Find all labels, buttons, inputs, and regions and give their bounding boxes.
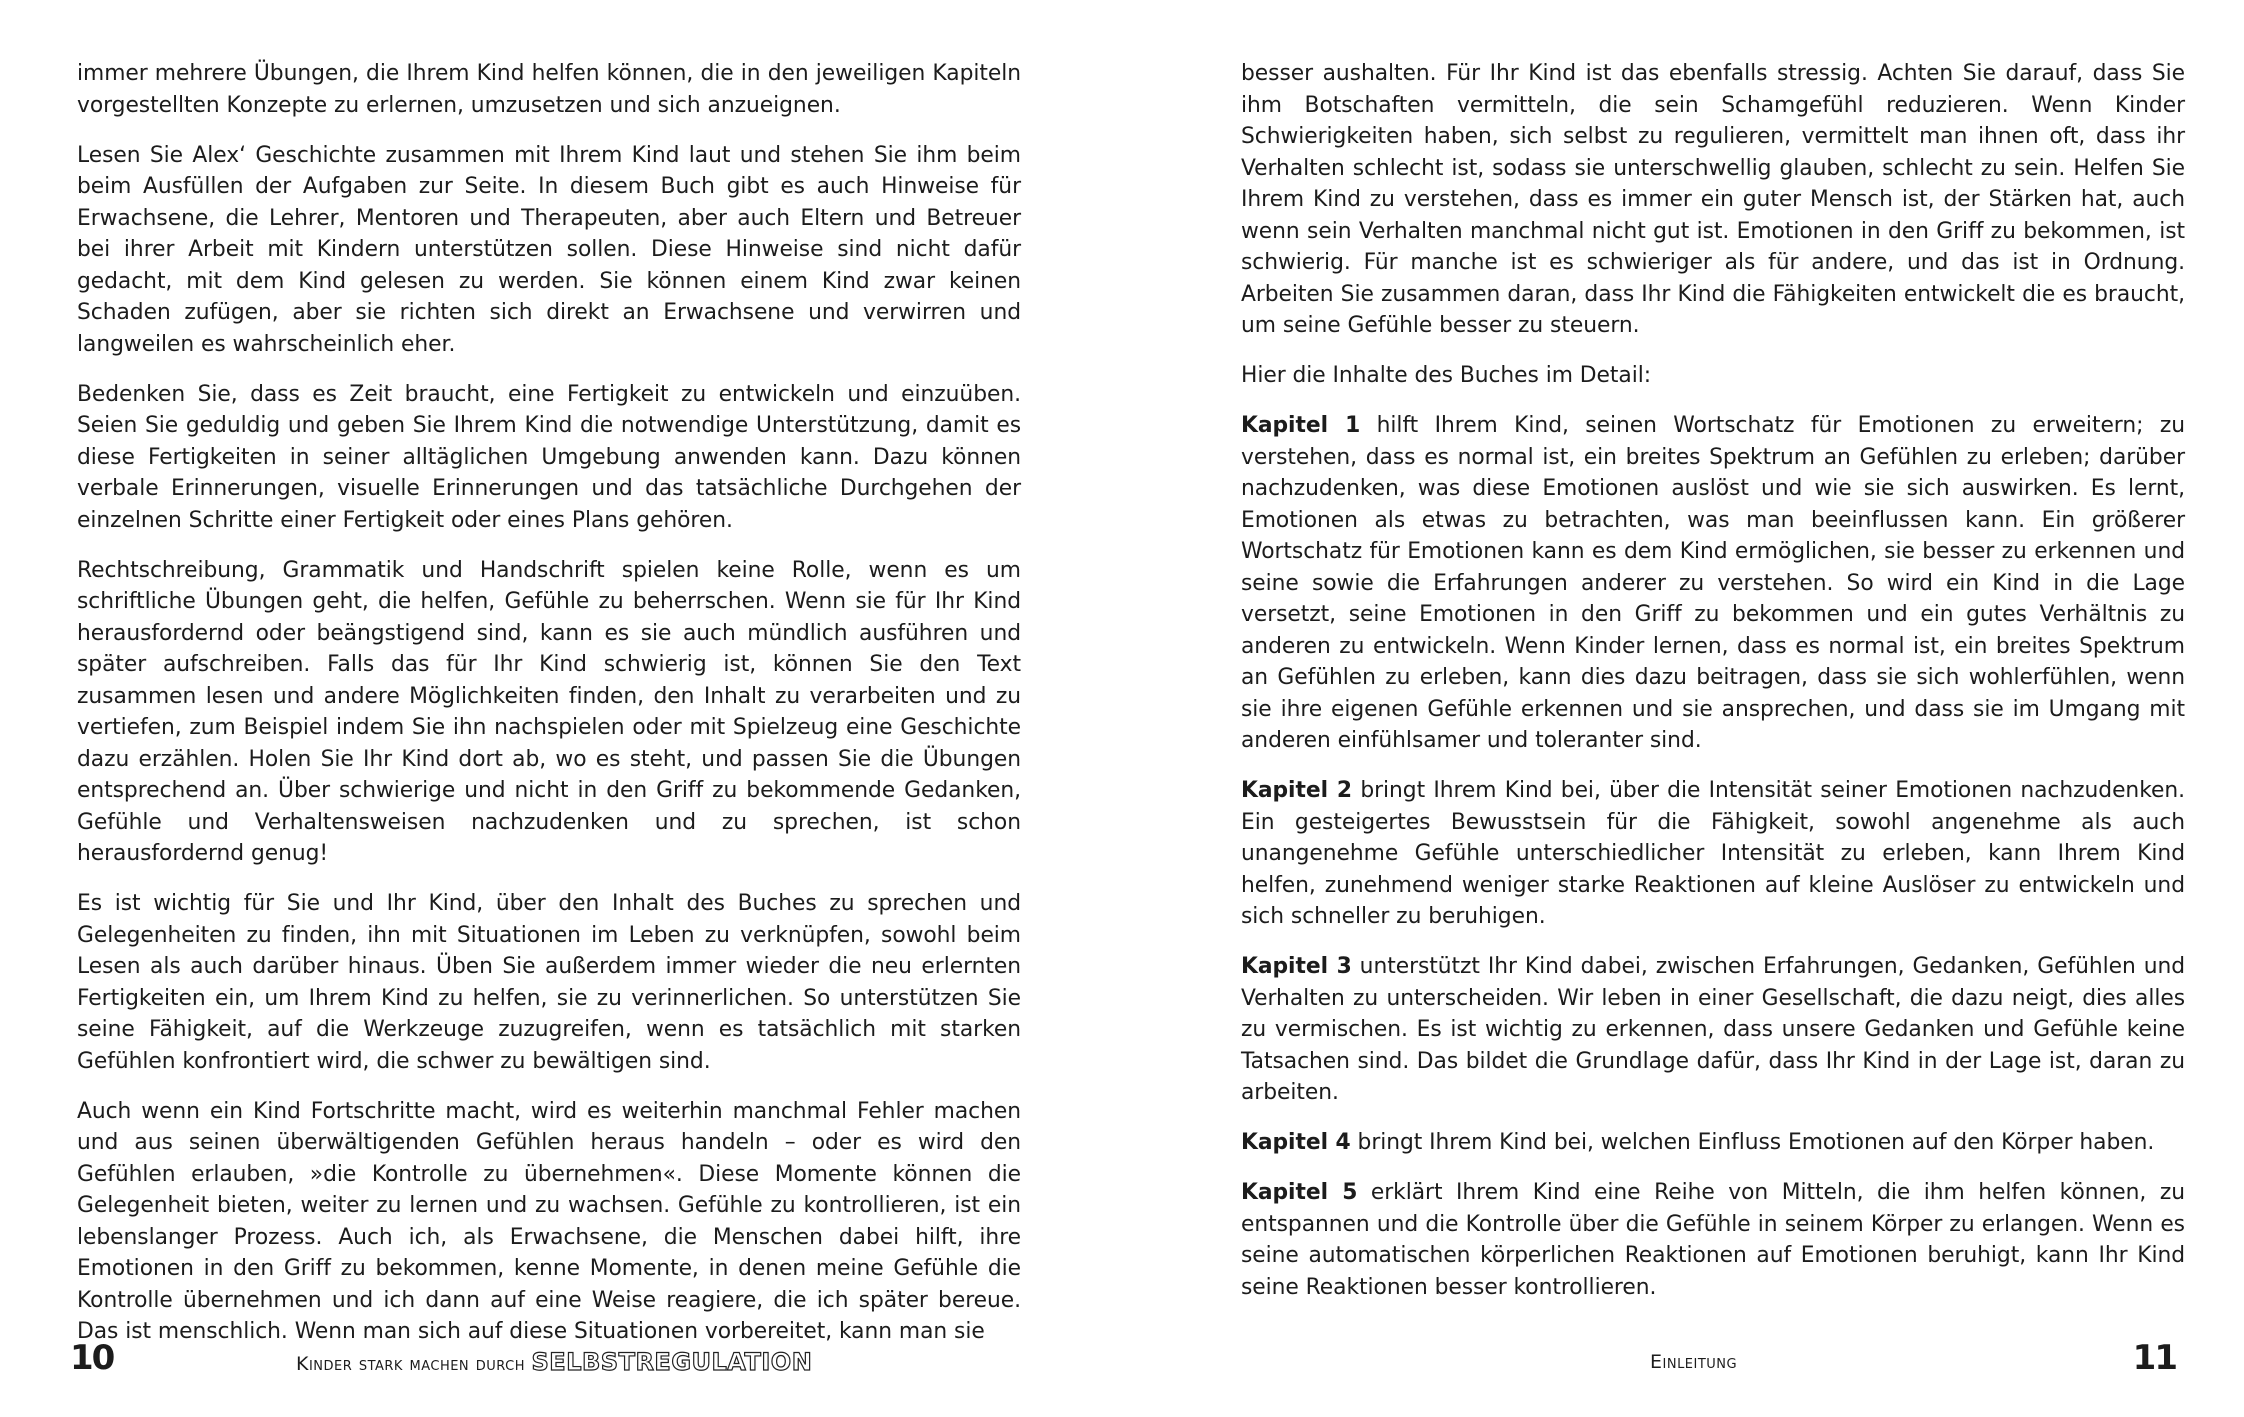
chapter-1-description (1241, 410, 2185, 757)
left-page (77, 58, 1021, 1366)
running-head-prefix: Kinder stark machen durch (296, 1353, 532, 1375)
chapter-5-label: Kapitel 5 (1241, 1180, 1358, 1205)
chapter-4-description (1241, 1127, 2185, 1159)
chapter-4-label: Kapitel 4 (1241, 1130, 1351, 1155)
chapter-5-text: erklärt Ihrem Kind eine Reihe von Mitteln, die ihm helfen können, zu entspannen und die Kontrolle über die Gefühle in seinem Körper zu erlangen. Wenn es seine automatischen körperlichen Reaktionen auf Emotionen beruhigt, kann Ihr Kind seine Reaktionen besser kontrollieren. (1241, 1180, 2186, 1300)
chapter-2-text: bringt Ihrem Kind bei, über die Intensität seiner Emotionen nachzudenken. Ein gesteigertes Bewusstsein für die Fähigkeit, sowohl angenehme als auch unangenehme Gefühle unterschiedlicher Intensität zu erleben, kann Ihrem Kind helfen, zunehmend weniger starke Reaktionen auf kleine Auslöser zu entwickeln und sich schneller zu beruhigen. (1241, 778, 2185, 929)
right-page (1241, 58, 2185, 1322)
running-head-emphasis: SELBSTREGULATION (531, 1348, 813, 1376)
left-paragraph-5: Es ist wichtig für Sie und Ihr Kind, über den Inhalt des Buches zu sprechen und Gelegenheiten zu finden, ihn mit Situationen im Leben zu verknüpfen, sowohl beim Lesen als auch darüber hinaus. Üben Sie außerdem immer wieder die neu erlernten Fertigkeiten ein, um Ihrem Kind zu helfen, sie zu verinnerlichen. So unterstützen Sie seine Fähigkeit, auf die Werkzeuge zuzugreifen, wenn es tatsächlich mit starken Gefühlen konfrontiert wird, die schwer zu bewältigen sind. (77, 891, 1021, 1074)
page-number-left: 10 (70, 1338, 114, 1378)
chapter-2-label: Kapitel 2 (1241, 778, 1353, 803)
left-paragraph-3: Bedenken Sie, dass es Zeit braucht, eine Fertigkeit zu entwickeln und einzuüben. Seien Sie geduldig und geben Sie Ihrem Kind die notwendige Unterstützung, damit es diese Fertigkeiten in seiner alltäglichen Umgebung anwenden kann. Dazu können verbale Erinnerungen, visuelle Erinnerungen und das tatsächliche Durchgehen der einzelnen Schritte einer Fertigkeit oder eines Plans gehören. (77, 381, 1021, 533)
chapter-5-description (1241, 1177, 2185, 1303)
chapter-2-description (1241, 775, 2185, 933)
left-paragraph-1: immer mehrere Übungen, die Ihrem Kind helfen können, die in den jeweiligen Kapiteln vorgestellten Konzepte zu erlernen, umzusetzen und sich anzueignen. (77, 61, 1021, 118)
right-paragraph-2: Hier die Inhalte des Buches im Detail: (1241, 363, 1651, 388)
chapter-1-text: hilft Ihrem Kind, seinen Wortschatz für Emotionen zu erweitern; zu verstehen, dass es normal ist, ein breites Spektrum an Gefühlen zu erleben; darüber nachzudenken, was diese Emotionen auslöst und wie sie sich auswirken. Es lernt, Emotionen als etwas zu betrachten, was man beeinflussen kann. Ein größerer Wortschatz für Emotionen kann es dem Kind ermöglichen, sie besser zu erkennen und seine sowie die Erfahrungen anderer zu verstehen. So wird ein Kind in die Lage versetzt, seine Emotionen in den Griff zu bekommen und ein gutes Verhältnis zu anderen zu entwickeln. Wenn Kinder lernen, dass es normal ist, ein breites Spektrum an Gefühlen zu erleben, kann dies dazu beitragen, dass sie sich wohlerfühlen, wenn sie ihre eigenen Gefühle erkennen und sie ansprechen, und dass sie im Umgang mit anderen einfühlsamer und toleranter sind. (1241, 413, 2185, 753)
chapter-3-text: unterstützt Ihr Kind dabei, zwischen Erfahrungen, Gedanken, Gefühlen und Verhalten zu unterscheiden. Wir leben in einer Gesellschaft, die dazu neigt, dies alles zu vermischen. Es ist wichtig zu erkennen, dass unsere Gedanken und Gefühle keine Tatsachen sind. Das bildet die Grundlage dafür, dass Ihr Kind in der Lage ist, daran zu arbeiten. (1241, 954, 2186, 1105)
left-paragraph-4: Rechtschreibung, Grammatik und Handschrift spielen keine Rolle, wenn es um schriftliche Übungen geht, die helfen, Gefühle zu beherrschen. Wenn sie für Ihr Kind herausfordernd oder beängstigend sind, kann es sie auch mündlich ausführen und später aufschreiben. Falls das für Ihr Kind schwierig ist, können Sie den Text zusammen lesen und andere Möglichkeiten finden, den Inhalt zu verarbeiten und zu vertiefen, zum Beispiel indem Sie ihn nachspielen oder mit Spielzeug eine Geschichte dazu erzählen. Holen Sie Ihr Kind dort ab, wo es steht, und passen Sie die Übungen entsprechend an. Über schwierige und nicht in den Griff zu bekommende Gedanken, Gefühle und Verhaltensweisen nachzudenken und zu sprechen, ist schon herausfordernd genug! (77, 557, 1021, 866)
running-head-chapter: Einleitung (1650, 1351, 1738, 1373)
left-paragraph-6: Auch wenn ein Kind Fortschritte macht, wird es weiterhin manchmal Fehler machen und aus seinen überwältigenden Gefühlen heraus handeln – oder es wird den Gefühlen erlauben, »die Kontrolle zu übernehmen«. Diese Momente können die Gelegenheit bieten, weiter zu lernen und zu wachsen. Gefühle zu kontrollieren, ist ein lebenslanger Prozess. Auch ich, als Erwachsene, die Menschen dabei hilft, ihre Emotionen in den Griff zu bekommen, kenne Momente, in denen meine Gefühle die Kontrolle übernehmen und ich dann auf eine Weise reagiere, die ich später bereue. Das ist menschlich. Wenn man sich auf diese Situationen vorbereitet, kann man sie (77, 1098, 1021, 1344)
chapter-3-label: Kapitel 3 (1241, 954, 1352, 979)
chapter-1-label: Kapitel 1 (1241, 413, 1361, 438)
right-paragraph-1: besser aushalten. Für Ihr Kind ist das ebenfalls stressig. Achten Sie darauf, dass Sie ihm Botschaften vermitteln, die sein Schamgefühl reduzieren. Wenn Kinder Schwierigkeiten haben, sich selbst zu regulieren, vermittelt man ihnen oft, dass ihr Verhalten schlecht ist, sodass sie unterschwellig glauben, schlecht zu sein. Helfen Sie Ihrem Kind zu verstehen, dass es immer ein guter Mensch ist, der Stärken hat, auch wenn sein Verhalten manchmal nicht gut ist. Emotionen in den Griff zu bekommen, ist schwierig. Für manche ist es schwieriger als für andere, und das ist in Ordnung. Arbeiten Sie zusammen daran, dass Ihr Kind die Fähigkeiten entwickelt die es braucht, um seine Gefühle besser zu steuern. (1241, 61, 2185, 338)
left-paragraph-2: Lesen Sie Alex‘ Geschichte zusammen mit Ihrem Kind laut und stehen Sie ihm beim beim Ausfüllen der Aufgaben zur Seite. In diesem Buch gibt es auch Hinweise für Erwachsene, die Lehrer, Mentoren und Therapeuten, aber auch Eltern und Betreuer bei ihrer Arbeit mit Kindern unterstützen sollen. Diese Hinweise sind nicht dafür gedacht, mit dem Kind gelesen zu werden. Sie können einem Kind zwar keinen Schaden zufügen, aber sie richten sich direkt an Erwachsene und verwirren und langweilen es wahrscheinlich eher. (77, 142, 1021, 357)
page-number-right: 11 (2132, 1338, 2176, 1378)
chapter-4-text: bringt Ihrem Kind bei, welchen Einfluss Emotionen auf den Körper haben. (1350, 1130, 2155, 1155)
chapter-3-description (1241, 951, 2185, 1109)
running-head-book-title (296, 1350, 812, 1376)
